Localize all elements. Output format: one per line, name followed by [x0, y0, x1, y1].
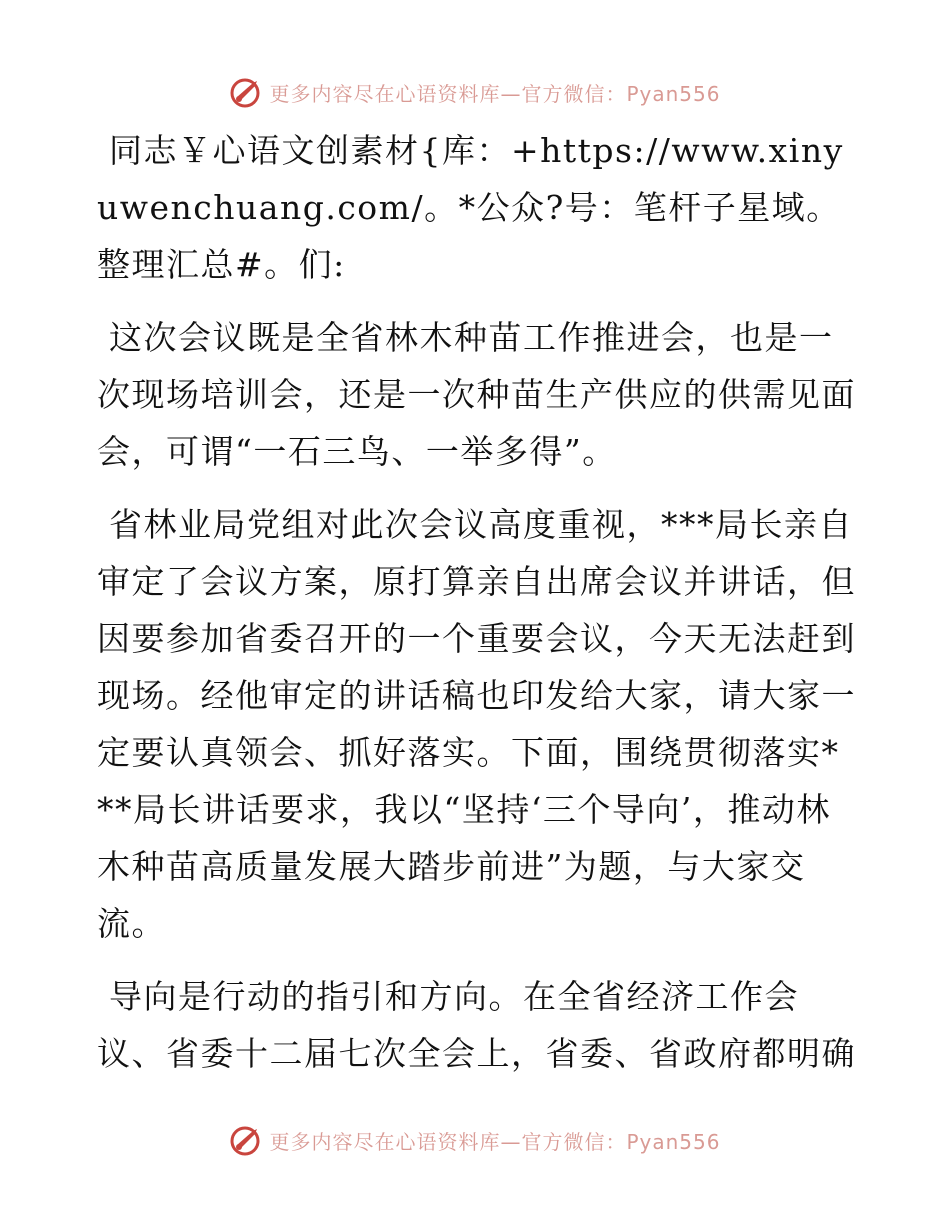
watermark-text: 更多内容尽在心语资料库—官方微信：Pyan556: [269, 1129, 721, 1154]
paragraph-3: 省林业局党组对此次会议高度重视，***局长亲自审定了会议方案，原打算亲自出席会议并讲话，但因要参加省委召开的一个重要会议，今天无法赶到现场。经他审定的讲话稿也印发给大家，请大家一定要认真领会、抓好落实。下面，围绕贯彻落实***局长讲话要求，我以“坚持‘三个导向’，推动林木种苗高质量发展大踏步前进”为题，与大家交流。: [97, 505, 856, 943]
footer-watermark: [0, 1120, 950, 1160]
brush-logo-icon: [229, 75, 263, 109]
paragraph-4: 导向是行动的指引和方向。在全省经济工作会议、省委十二届七次全会上，省委、省政府都明确: [97, 977, 856, 1073]
watermark-text: 更多内容尽在心语资料库—官方微信：Pyan556: [269, 81, 721, 106]
header-watermark: [0, 72, 950, 112]
paragraph-1: 同志￥心语文创素材{库：+https://www.xinyuwenchuang.com/。*公众?号：笔杆子星域。整理汇总#。们:: [97, 131, 844, 284]
document-body: [97, 122, 857, 1098]
brush-logo-icon: [229, 1123, 263, 1157]
paragraph-2: 这次会议既是全省林木种苗工作推进会，也是一次现场培训会，还是一次种苗生产供应的供需见面会，可谓“一石三鸟、一举多得”。: [97, 318, 856, 471]
